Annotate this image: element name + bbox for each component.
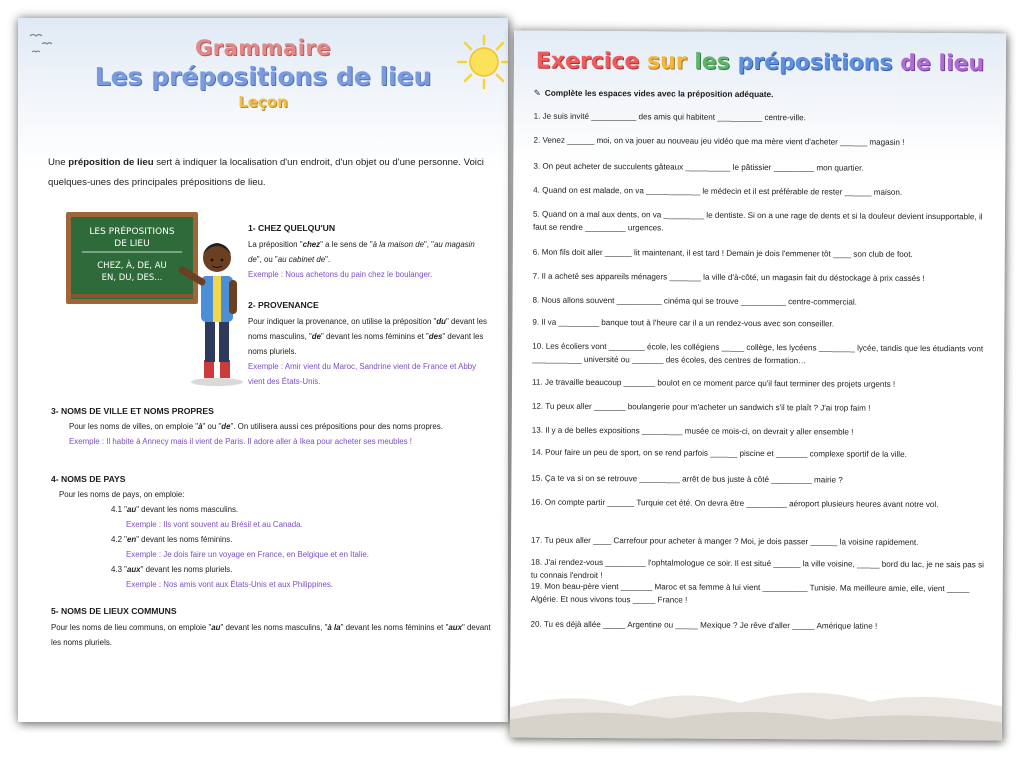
title-word: sur (646, 49, 687, 75)
exercise-item: 11. Je travaille beaucoup _______ boulot en ce moment parce qu'il faut terminer des projets urgents ! (531, 377, 896, 389)
pencil-icon: ✎ (533, 87, 541, 98)
exercise-item: 5. Quand on a mal aux dents, on va _________ le dentiste. Si on a une rage de dents et si la douleur devient insupportable, il faut se rendre _________ urgences. (532, 209, 983, 232)
exercise-item: 4. Quand on est malade, on va ____________ le médecin et il est préférable de rester ______ maison. (533, 185, 903, 197)
section-example: Exemple : Nous achetons du pain chez le boulanger. (248, 270, 433, 279)
section-example: Exemple : Il habite à Annecy mais il vient de Paris. Il adore aller à Ikea pour acheter ses meubles ! (69, 437, 412, 446)
exercise-title (514, 49, 1006, 77)
exercise-item: 1. Je suis invité __________ des amis qui habitent __________ centre-ville. (533, 111, 806, 123)
lesson-title-block (18, 36, 508, 111)
section-lieux-communs (51, 606, 491, 650)
lesson-title-main: Les prépositions de lieu (94, 62, 432, 91)
exercise-item: 14. Pour faire un peu de sport, on se rend parfois ______ piscine et _______ complexe sportif de la ville. (531, 447, 907, 459)
exercise-item: 8. Nous allons souvent __________ cinéma qui se trouve __________ centre-commercial. (532, 295, 857, 307)
title-word: prépositions (737, 49, 893, 76)
lesson-intro: Une préposition de lieu sert à indiquer la localisation d'un endroit, d'un objet ou d'une personne. Voici quelques-unes des principales prépositions de lieu. (48, 157, 484, 188)
lesson-title-grammaire: Grammaire (195, 36, 331, 60)
exercise-item: 19. Mon beau-père vient _______ Maroc et sa femme à lui vient __________ Tunisie. Ma meilleure amie, elle, vient _____ Algérie. Et nous vivons tous _____ France ! (530, 581, 970, 605)
lesson-title-lecon: Leçon (238, 93, 288, 111)
exercise-page (510, 31, 1006, 741)
exercise-item: 3. On peut acheter de succulents gâteaux __________ le pâtissier _________ mon quartier. (533, 161, 864, 173)
exercise-item: 15. Ça te va si on se retrouve _________ arrêt de bus juste à côté _________ mairie ? (531, 473, 843, 485)
exercise-item: 17. Tu peux aller ____ Carrefour pour acheter à manger ? Moi, je dois passer ______ la voisine rapidement. (531, 535, 919, 547)
section-example: Exemple : Amir vient du Maroc, Sandrine vient de France et Abby vient des États-Unis. (248, 362, 477, 386)
exercise-item: 2. Venez ______ moi, on va jouer au nouveau jeu vidéo que ma mère vient d'acheter ______ magasin ! (533, 135, 905, 147)
subsection-example: Exemple : Nos amis vont aux États-Unis et aux Philippines. (126, 580, 334, 589)
section-provenance (248, 300, 493, 389)
section-chez (248, 223, 488, 282)
blackboard-illustration (62, 210, 262, 390)
subsection-label: 4.2 "en" devant les noms féminins. (111, 535, 233, 544)
instruction-text: Complète les espaces vides avec la préposition adéquate. (544, 87, 774, 100)
title-word: Exercice (535, 48, 640, 75)
subsection-example: Exemple : Je dois faire un voyage en France, en Belgique et en Italie. (126, 550, 370, 559)
section-heading: 4- NOMS DE PAYS (51, 474, 126, 484)
exercise-item: 10. Les écoliers vont ________ école, les collégiens _____ collège, les lycéens ________ lycée, tandis que les étudiants vont ___________ université ou _______ des écoles, des centres de formation… (532, 341, 984, 365)
subsection-label: 4.1 "au" devant les noms masculins. (111, 505, 239, 514)
subsection-label: 4.3 "aux" devant les noms pluriels. (111, 565, 233, 574)
section-pays (51, 474, 491, 592)
lesson-page (18, 18, 508, 722)
exercise-item: 13. Il y a de belles expositions _________ musée ce mois-ci, on devrait y aller ensemble ! (531, 425, 854, 437)
section-body: Pour indiquer la provenance, on utilise la préposition "du" devant les noms masculins, "de" devant les noms féminins et "des" devant les noms pluriels. (248, 317, 487, 356)
board-text-line3: CHEZ, À, DE, AU (97, 261, 167, 271)
title-word: les (694, 49, 730, 75)
board-text-line1: LES PRÉPOSITIONS (89, 227, 175, 237)
exercise-item: 18. J'ai rendez-vous _________ l'ophtalmologue ce soir. Il est situé ______ la ville voisine, _____ bord du lac, je ne sais pas si tu connais l'endroit ! (530, 557, 984, 580)
section-heading: 5- NOMS DE LIEUX COMMUNS (51, 606, 177, 616)
title-word: de lieu (900, 50, 985, 77)
subsection-example: Exemple : Ils vont souvent au Brésil et au Canada. (126, 520, 303, 529)
section-heading: 3- NOMS DE VILLE ET NOMS PROPRES (51, 406, 214, 416)
section-body: La préposition "chez" a le sens de "à la maison de", "au magasin de", ou "au cabinet de". (248, 240, 475, 264)
board-text-line4: EN, DU, DES... (101, 273, 163, 283)
section-heading: 1- CHEZ QUELQU'UN (248, 223, 336, 233)
board-text-line2: DE LIEU (114, 239, 150, 249)
mountains-background (510, 667, 1002, 740)
section-body: Pour les noms de lieu communs, on emploie "au" devant les noms masculins, "à la" devant les noms féminins et "aux" devant les noms pluriels. (51, 623, 491, 647)
section-villes (51, 406, 491, 449)
exercise-item: 7. Il a acheté ses appareils ménagers _______ la ville d'à-côté, un magasin fait du déstockage à prix cassés ! (532, 271, 925, 284)
section-body: Pour les noms de villes, on emploie "à" ou "de". On utilisera aussi ces prépositions pour des noms propres. (69, 422, 443, 431)
exercise-item: 20. Tu es déjà allée _____ Argentine ou _____ Mexique ? Je rêve d'aller _____ Amérique latine ! (530, 619, 878, 631)
section-heading: 2- PROVENANCE (248, 300, 319, 310)
exercise-item: 12. Tu peux aller _______ boulangerie pour m'acheter un sandwich s'il te plaît ? J'ai trop faim ! (531, 401, 871, 413)
section-intro: Pour les noms de pays, on emploie: (59, 490, 185, 499)
exercise-item: 6. Mon fils doit aller ______ lit maintenant, il est tard ! Demain je dois l'emmener tôt ____ son club de foot. (532, 247, 913, 259)
exercise-item: 9. Il va _________ banque tout à l'heure car il a un rendez-vous avec son conseiller. (532, 317, 835, 329)
exercise-item: 16. On compte partir ______ Turquie cet été. On devra être _________ aéroport plusieurs heures avant notre vol. (531, 497, 939, 510)
